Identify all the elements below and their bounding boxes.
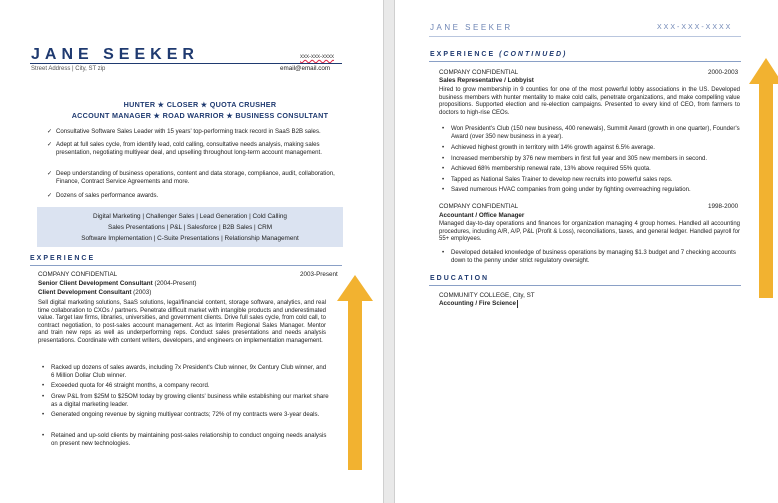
job3-description: Managed day-to-day operations and finances for organization managing 4 group homes. Handled all accounting procedures, including A/R, A/P, P&L (Profit & Loss), reconciliations, taxes, and general ledger. Handled payroll for 55+ employees.	[439, 221, 740, 243]
job1-title-1: Senior Client Development Consultant (2004-Present)	[38, 280, 197, 287]
job1-description: Sell digital marketing solutions, SaaS solutions, legal/financial content, storage software, analytics, and real time collaboration to CXOs / partners. Penetrate difficult market with intangible products and underestimated value. Target law firms, libraries, universities, and government clients. Drive full sales cycle, from cold call, to contract negotiation, to post-sales account management. Act as Interim Regional Sales Manager. Mentor and train new reps as well as underperforming reps. Conduct sales presentations and needs analysis presentations. Coordinate with content writers, developers, and engineers on implementation management.	[38, 300, 326, 344]
job2-title: Sales Representative / Lobbyist	[439, 77, 534, 84]
job3-company: COMPANY CONFIDENTIAL	[439, 203, 519, 210]
degree: Accounting / Fire Science	[439, 300, 516, 307]
email-address: email@email.com	[280, 65, 331, 72]
job3-bullet-1: • Developed detailed knowledge of business operations by managing $1.3 budget and 7 checking accounts down to the penny under strict regulatory oversight.	[442, 249, 736, 264]
education-rule	[429, 285, 741, 286]
job3-dates: 1998-2000	[708, 203, 739, 210]
job3-title: Accountant / Office Manager	[439, 212, 525, 219]
page2-header-name: JANE SEEKER	[430, 23, 513, 32]
summary-check-2: ✓ Adept at full sales cycle, from identify lead, cold calling, consultative needs analysis, making sales presentation, negotiating multiyear deal, and upselling throughout long-term account management.	[47, 141, 322, 156]
job2-bullet-2: • Achieved highest growth in territory with 14% growth against 6.5% average.	[442, 144, 655, 151]
page-gap	[383, 0, 395, 503]
education-heading: EDUCATION	[430, 275, 490, 282]
tagline-1: HUNTER ★ CLOSER ★ QUOTA CRUSHER	[123, 100, 277, 109]
job2-bullet-4: • Achieved 68% membership renewal rate, 13% above required 55% quota.	[442, 165, 651, 172]
job2-bullet-3: • Increased membership by 376 new members in first full year and 305 new members in second.	[442, 155, 708, 162]
up-arrow-icon	[337, 275, 373, 470]
summary-check-4: ✓ Dozens of sales performance awards.	[47, 192, 159, 199]
job1-bullet-5: • Retained and up-sold clients by maintaining post-sales relationship to conduct ongoing needs analysis on present new technologies.	[42, 432, 327, 447]
job2-company: COMPANY CONFIDENTIAL	[439, 69, 519, 76]
job2-bullet-5: • Tapped as National Sales Trainer to develop new recruits into powerful sales reps.	[442, 176, 673, 183]
job1-bullet-1: • Racked up dozens of sales awards, including 7x President's Club winner, 9x Century Club winner, and 6 Million Dollar Club winner.	[42, 364, 327, 379]
job1-bullet-3: • Grew P&L from $25M to $25OM today by growing clients' business while establishing our market share as a digital marketing leader.	[42, 393, 329, 408]
keywords-line-2: Sales Presentations | P&L | Salesforce | B2B Sales | CRM	[107, 224, 273, 231]
keywords-line-1: Digital Marketing | Challenger Sales | Lead Generation | Cold Calling	[93, 213, 287, 220]
street-address: Street Address | City, ST zip	[31, 66, 106, 72]
page2-header-phone: XXX-XXX-XXXX	[657, 24, 733, 31]
job1-title-2: Client Development Consultant (2003)	[38, 289, 152, 296]
header-rule	[30, 63, 342, 64]
job1-dates: 2003-Present	[300, 271, 338, 278]
experience-rule	[30, 265, 342, 266]
experience-heading: EXPERIENCE	[30, 255, 96, 262]
job2-bullet-6: • Saved numerous HVAC companies from going under by fighting overreaching regulation.	[442, 186, 691, 193]
up-arrow-icon-2	[749, 58, 778, 298]
job1-bullet-2: • Exceeded quota for 46 straight months, a company record.	[42, 382, 210, 389]
summary-check-3: ✓ Deep understanding of business operations, content and data storage, compliance, audit, collaboration, Finance, Contract Service Agreements and more.	[47, 170, 335, 185]
summary-check-1: ✓ Consultative Software Sales Leader with 15 years' top-performing track record in SaaS B2B sales.	[47, 128, 321, 135]
candidate-name: JANE SEEKER	[31, 46, 199, 63]
school-name: COMMUNITY COLLEGE, City, ST	[439, 292, 535, 299]
job2-dates: 2000-2003	[708, 69, 739, 76]
job1-company: COMPANY CONFIDENTIAL	[38, 271, 118, 278]
job1-bullet-4: • Generated ongoing revenue by signing multiyear contracts; 72% of my contracts were 3-year deals.	[42, 411, 320, 418]
resume-page-2	[395, 0, 778, 503]
page2-header-rule	[429, 36, 741, 37]
page2-experience-rule	[429, 61, 741, 62]
tagline-2: ACCOUNT MANAGER ★ ROAD WARRIOR ★ BUSINESS CONSULTANT	[71, 111, 329, 120]
job2-bullet-1: • Won President's Club (150 new business, 400 renewals), Summit Award (growth in one quarter), Founder's Award (over 350 new business in a year).	[442, 125, 740, 140]
phone-number: xxx-xxx-xxxx	[300, 54, 334, 60]
job2-description: Hired to grow membership in 9 counties for one of the most powerful lobby associations in the US. Developed business members with hunter mentality to make cold calls, penetrate organizations, and make compelling value propositions. Supported election and re-election campaigns. Presented to every kind of CEO, from farmers to doctors to high-rise CEOs.	[439, 87, 740, 116]
resume-page-1	[0, 0, 383, 503]
keywords-line-3: Software Implementation | C-Suite Presentations | Relationship Management	[81, 235, 299, 242]
page2-experience-heading: EXPERIENCE (CONTINUED)	[430, 51, 568, 58]
